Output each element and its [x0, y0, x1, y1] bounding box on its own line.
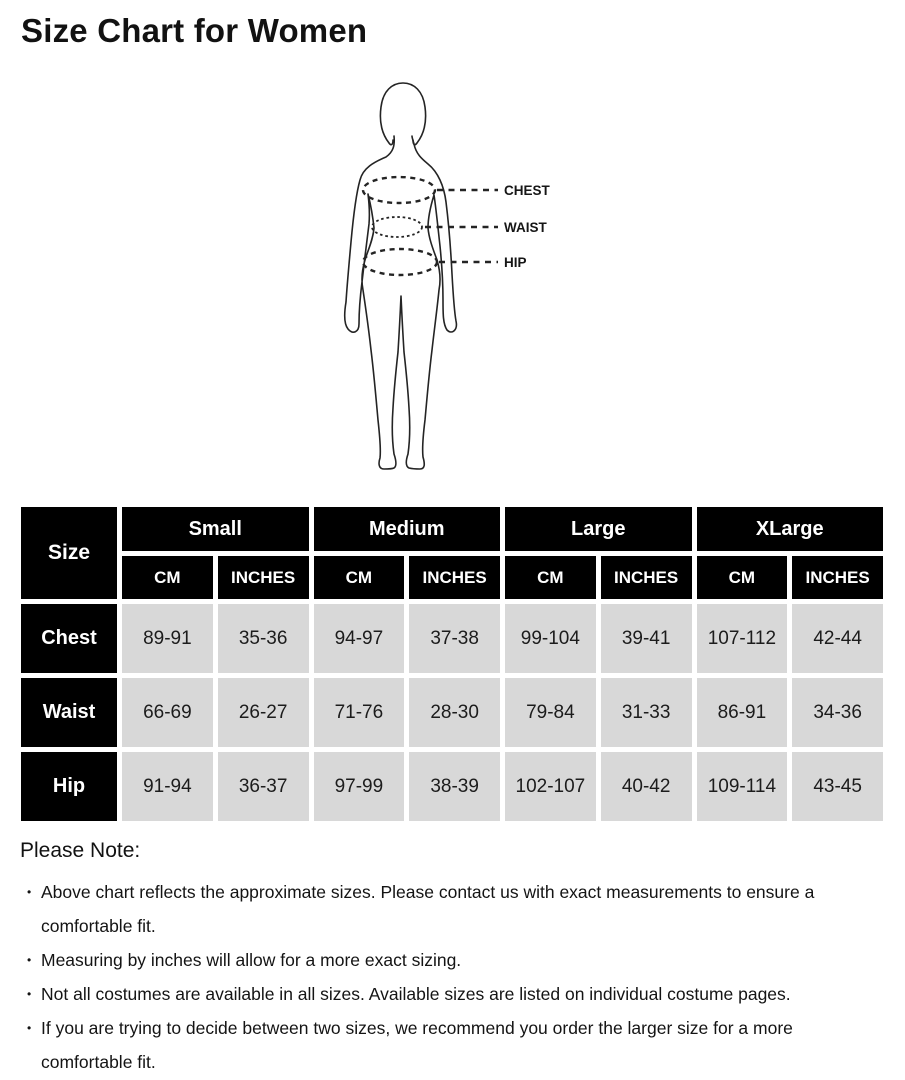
note-item [20, 977, 852, 1011]
waist-label: WAIST [504, 220, 547, 235]
size-chart-table [21, 507, 883, 821]
note-item [20, 875, 852, 943]
chest-medium-cm: 94-97 [314, 604, 405, 673]
body-outline [345, 136, 457, 469]
page-title: Size Chart for Women [21, 12, 368, 49]
hip-small-inches: 36-37 [218, 752, 309, 821]
group-header-xlarge: XLarge [697, 507, 884, 551]
hip-ellipse [363, 249, 437, 275]
size-corner-header: Size [21, 507, 117, 599]
group-header-medium: Medium [314, 507, 501, 551]
note-text: If you are trying to decide between two sizes, we recommend you order the larger size for a more comfortable fit. [41, 1018, 793, 1072]
hip-xlarge-cm: 109-114 [697, 752, 788, 821]
chest-large-cm: 99-104 [505, 604, 596, 673]
waist-large-cm: 79-84 [505, 678, 596, 747]
unit-header-cm: CM [697, 556, 788, 599]
row-label-hip: Hip [21, 752, 117, 821]
hip-medium-inches: 38-39 [409, 752, 500, 821]
chest-medium-inches: 37-38 [409, 604, 500, 673]
unit-header-inches: INCHES [409, 556, 500, 599]
hair-outline [380, 83, 425, 145]
hip-large-cm: 102-107 [505, 752, 596, 821]
row-label-waist: Waist [21, 678, 117, 747]
notes-heading: Please Note: [20, 839, 141, 862]
waist-small-cm: 66-69 [122, 678, 213, 747]
note-text: Not all costumes are available in all sizes. Available sizes are listed on individual costume pages. [41, 984, 791, 1004]
hip-small-cm: 91-94 [122, 752, 213, 821]
hip-large-inches: 40-42 [601, 752, 692, 821]
waist-large-inches: 31-33 [601, 678, 692, 747]
note-text: Above chart reflects the approximate sizes. Please contact us with exact measurements to ensure a comfortable fit. [41, 882, 815, 936]
bullet-icon: • [27, 885, 32, 899]
chest-label: CHEST [504, 183, 550, 198]
unit-header-cm: CM [314, 556, 405, 599]
chest-large-inches: 39-41 [601, 604, 692, 673]
hip-xlarge-inches: 43-45 [792, 752, 883, 821]
note-text: Measuring by inches will allow for a more exact sizing. [41, 950, 462, 970]
chest-small-cm: 89-91 [122, 604, 213, 673]
unit-header-cm: CM [122, 556, 213, 599]
hip-medium-cm: 97-99 [314, 752, 405, 821]
chest-xlarge-cm: 107-112 [697, 604, 788, 673]
waist-medium-cm: 71-76 [314, 678, 405, 747]
chest-xlarge-inches: 42-44 [792, 604, 883, 673]
chest-ellipse [363, 177, 435, 203]
bullet-icon: • [27, 953, 32, 967]
hip-label: HIP [504, 255, 527, 270]
notes-section [20, 833, 852, 1079]
unit-header-inches: INCHES [792, 556, 883, 599]
group-header-small: Small [122, 507, 309, 551]
note-item [20, 943, 852, 977]
note-item [20, 1011, 852, 1079]
body-measurement-diagram [330, 78, 600, 480]
unit-header-inches: INCHES [601, 556, 692, 599]
row-label-chest: Chest [21, 604, 117, 673]
chest-small-inches: 35-36 [218, 604, 309, 673]
waist-ellipse [372, 217, 422, 237]
bullet-icon: • [27, 987, 32, 1001]
waist-medium-inches: 28-30 [409, 678, 500, 747]
waist-small-inches: 26-27 [218, 678, 309, 747]
bullet-icon: • [27, 1021, 32, 1035]
waist-xlarge-inches: 34-36 [792, 678, 883, 747]
unit-header-inches: INCHES [218, 556, 309, 599]
group-header-large: Large [505, 507, 692, 551]
unit-header-cm: CM [505, 556, 596, 599]
waist-xlarge-cm: 86-91 [697, 678, 788, 747]
